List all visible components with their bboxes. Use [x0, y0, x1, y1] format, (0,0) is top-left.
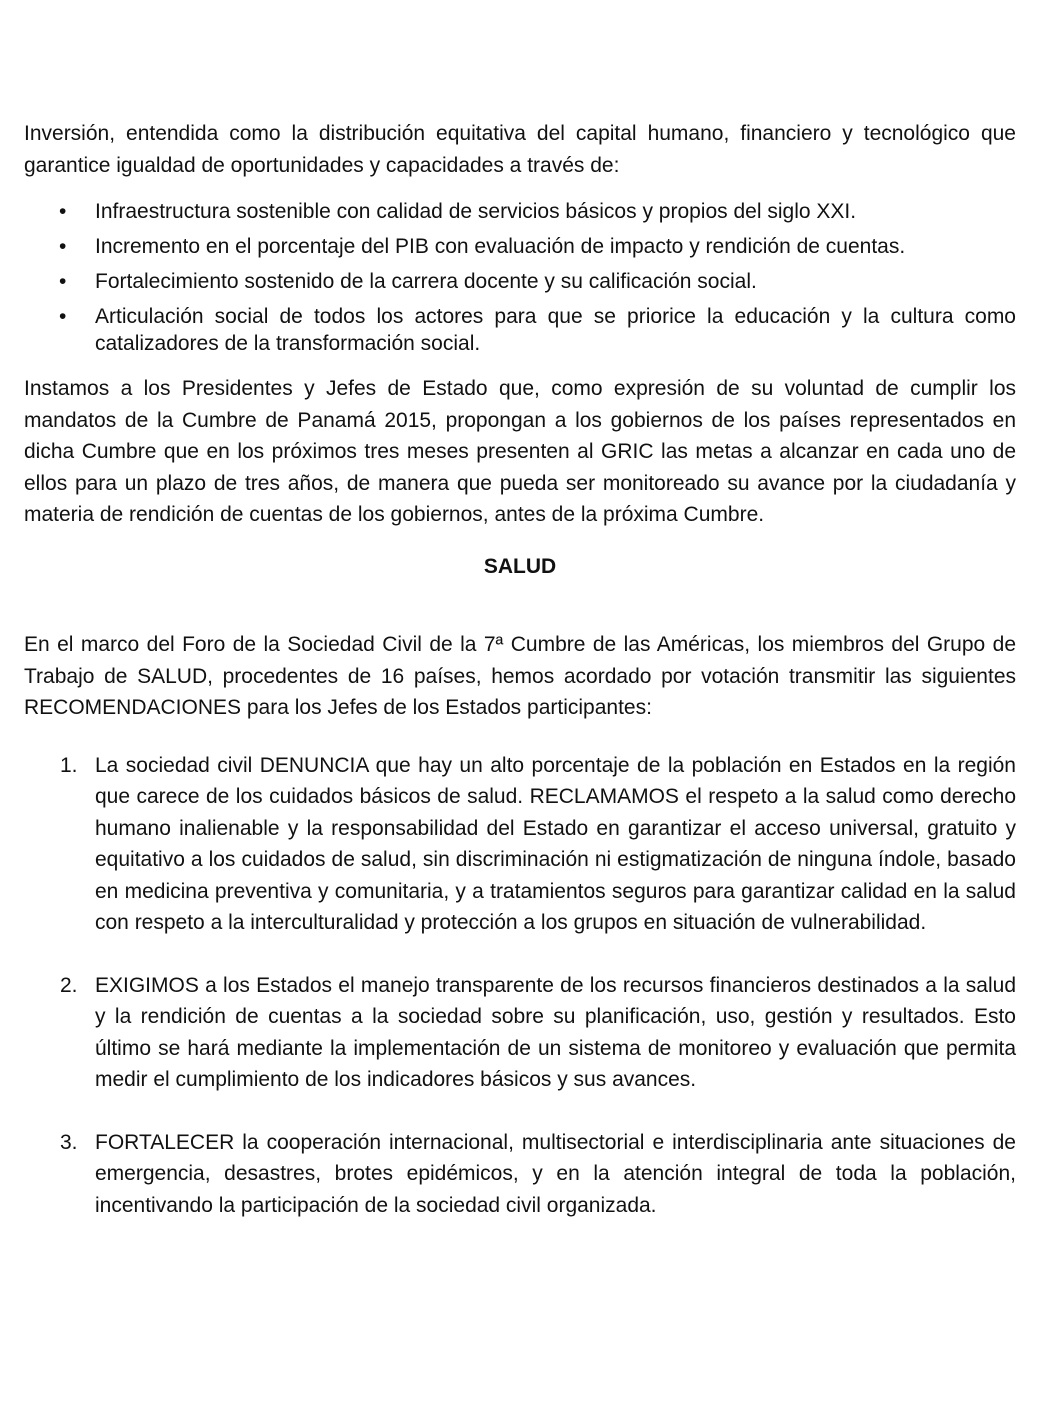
list-item	[24, 233, 1016, 260]
recommendation-text: La sociedad civil DENUNCIA que hay un alto porcentaje de la población en Estados en la región que carece de los cuidados básicos de salud. RECLAMAMOS el respeto a la salud como derecho humano inalienable y la responsabilidad del Estado en garantizar el acceso universal, gratuito y equitativo a los cuidados de salud, sin discriminación ni estigmatización de ninguna índole, basado en medicina preventiva y comunitaria, y a tratamientos seguros para garantizar calidad en la salud con respeto a la interculturalidad y protección a los grupos en situación de vulnerabilidad.	[95, 753, 1016, 934]
recommendation-item	[24, 1127, 1016, 1222]
marco-paragraph: En el marco del Foro de la Sociedad Civil de la 7ª Cumbre de las Américas, los miembros del Grupo de Trabajo de SALUD, procedentes de 16 países, hemos acordado por votación transmitir las siguientes RECOMENDACIONES para los Jefes de los Estados participantes:	[24, 633, 1016, 719]
list-item-text: Infraestructura sostenible con calidad de servicios básicos y propios del siglo XXI.	[95, 200, 857, 223]
bullet-icon: •	[59, 270, 67, 293]
intro-paragraph: Inversión, entendida como la distribución equitativa del capital humano, financiero y tecnológico que garantice igualdad de oportunidades y capacidades a través de:	[24, 122, 1016, 177]
bullet-icon: •	[59, 305, 67, 328]
list-item-text: Incremento en el porcentaje del PIB con evaluación de impacto y rendición de cuentas.	[95, 235, 906, 258]
list-item-text: Fortalecimiento sostenido de la carrera docente y su calificación social.	[95, 270, 757, 293]
list-item-text: Articulación social de todos los actores para que se priorice la educación y la cultura como catalizadores de la transformación social.	[95, 305, 1016, 355]
recommendation-item	[24, 970, 1016, 1096]
recommendation-text: FORTALECER la cooperación internacional, multisectorial e interdisciplinaria ante situaciones de emergencia, desastres, brotes epidémicos, y en la atención integral de toda la población, incentivando la participación de la sociedad civil organizada.	[95, 1130, 1016, 1217]
instamos-paragraph: Instamos a los Presidentes y Jefes de Estado que, como expresión de su voluntad de cumplir los mandatos de la Cumbre de Panamá 2015, propongan a los gobiernos de los países representados en dicha Cumbre que en los próximos tres meses presenten al GRIC las metas a alcanzar en cada uno de ellos para un plazo de tres años, de manera que pueda ser monitoreado su avance por la ciudadanía y materia de rendición de cuentas de los gobiernos, antes de la próxima Cumbre.	[24, 377, 1016, 526]
recommendation-number: 2.	[60, 973, 78, 997]
list-item	[24, 198, 1016, 225]
bullet-icon: •	[59, 235, 67, 258]
bullet-icon: •	[59, 200, 67, 223]
recommendation-text: EXIGIMOS a los Estados el manejo transparente de los recursos financieros destinados a la salud y la rendición de cuentas a la sociedad sobre su planificación, uso, gestión y resultados. Esto último se hará mediante la implementación de un sistema de monitoreo y evaluación que permita medir el cumplimiento de los indicadores básicos y sus avances.	[95, 973, 1016, 1091]
recommendation-number: 3.	[60, 1130, 78, 1154]
document-page	[24, 118, 1016, 1252]
list-item	[24, 268, 1016, 295]
recommendation-item	[24, 750, 1016, 939]
recommendation-number: 1.	[60, 753, 78, 777]
list-item	[24, 303, 1016, 357]
investment-bullet-list	[24, 198, 1016, 357]
section-heading-salud: SALUD	[483, 554, 557, 578]
recommendations-list	[24, 750, 1016, 1222]
